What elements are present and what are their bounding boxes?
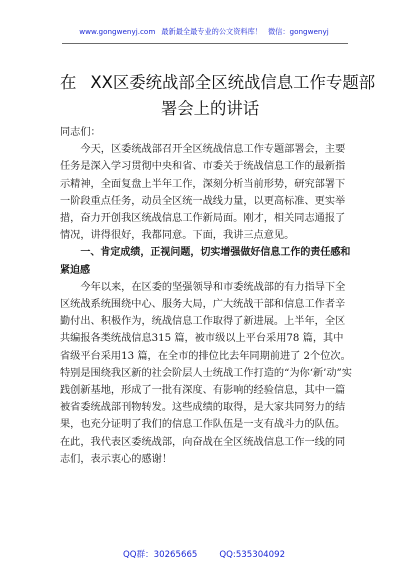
header-wechat: 微信：gongwenyj	[267, 27, 329, 36]
title-line-2: 署会上的讲话	[160, 99, 260, 118]
header-tagline: 最新最全最专业的公文资料库！	[161, 27, 262, 36]
header-divider	[62, 43, 348, 44]
section-heading-1: 一、肯定成绩，正视问题，切实增强做好信息工作的责任感和紧迫感	[60, 247, 351, 276]
title-prefix: 在	[60, 73, 77, 92]
page-header	[0, 27, 408, 37]
paragraph-intro: 今天，区委统战部召开全区统战信息工作专题部署会，主要任务是深入学习贯彻中央和省、市委关于统战信息工作的最新指示精神，全面复盘上半年工作，深刻分析当前形势，研究部署下一阶段重点任务，动员全区统一战线力量，以更高标准、更实举措，奋力开创我区统战信息工作新局面。刚才，相关同志通报了情况，讲得很好，我都同意。下面，我讲三点意见。	[60, 144, 346, 242]
document-title	[60, 70, 376, 122]
footer-qq-group: QQ群：30265665	[122, 550, 198, 560]
document-body	[60, 124, 352, 468]
footer-qq: QQ:535304092	[219, 550, 286, 560]
header-site-link[interactable]: www.gongwenyj.com	[79, 27, 156, 36]
salutation: 同志们：	[60, 127, 101, 138]
page-footer	[0, 548, 408, 560]
title-line-1: XX区委统战部全区统战信息工作专题部	[90, 73, 376, 92]
paragraph-achievements: 今年以来，在区委的坚强领导和市委统战部的有力指导下全区统战系统围绕中心、服务大局，广大统战干部和信息工作者辛勤付出、积极作为，统战信息工作取得了新进展。上半年，全区共编报各类统战信息315 篇，被市级以上平台采用78 篇，其中省级平台采用13 篇，在全市的排位比去年同期前进了 2个位次。特别是围绕我区新的社会阶层人士统战工作打造的“为你‘新’动”实践创新基地，形成了一批有深度、有影响的经验信息，其中一篇被省委统战部刊物转发。这些成绩的取得，是大家共同努力的结果，也充分证明了我们的信息工作队伍是一支有战斗力的队伍。在此，我代表区委统战部，向奋战在全区统战信息工作一线的同志们，表示衷心的感谢！	[60, 281, 352, 465]
